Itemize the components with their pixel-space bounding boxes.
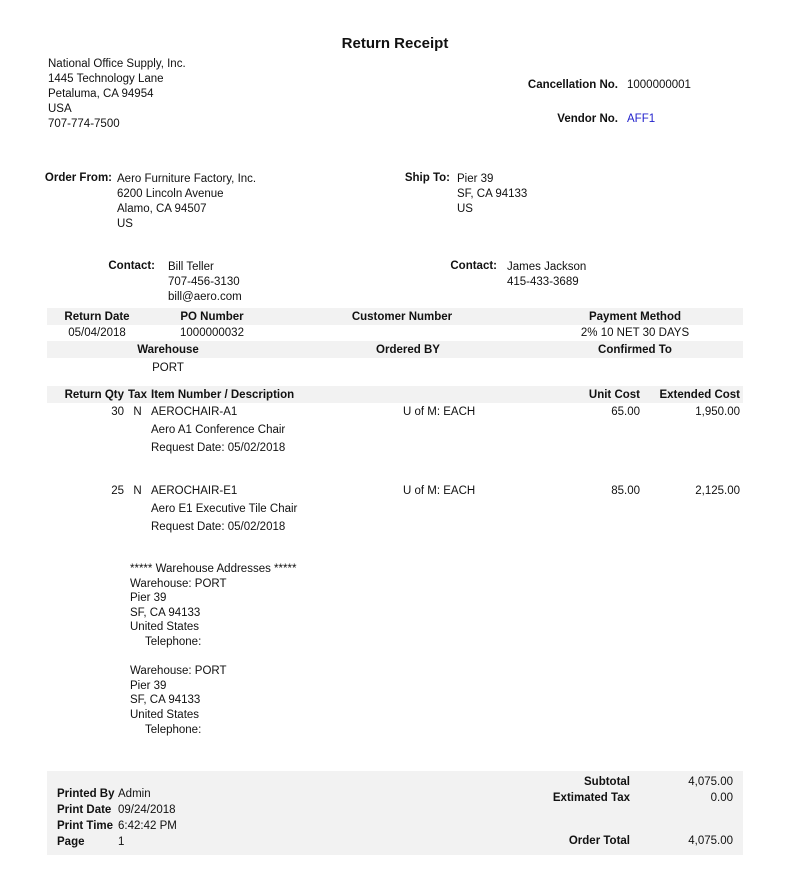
item-unit-cost: 85.00 — [611, 485, 640, 497]
item-extended-cost: 2,125.00 — [695, 485, 740, 497]
warehouse-address-line: United States — [130, 621, 200, 634]
contact-phone: 707-456-3130 — [168, 276, 240, 288]
warehouse-address-line: Pier 39 — [130, 679, 167, 692]
po-number-value: 1000000032 — [180, 327, 244, 339]
po-number-header: PO Number — [180, 310, 244, 323]
page-row — [57, 834, 177, 850]
company-name: National Office Supply, Inc. — [48, 58, 186, 70]
subtotal-label: Subtotal — [584, 776, 630, 788]
line-item — [47, 403, 743, 457]
warehouse-telephone-label: Telephone: — [145, 635, 202, 648]
order-from-line: US — [117, 218, 133, 230]
item-tax: N — [133, 485, 142, 497]
ordered-by-header: Ordered BY — [376, 343, 440, 356]
ship-to-line: US — [457, 203, 473, 215]
company-address-line: Petaluma, CA 94954 — [48, 88, 154, 100]
order-from-label: Order From: — [44, 172, 112, 184]
confirmed-to-header: Confirmed To — [598, 343, 672, 356]
cancellation-number-value: 1000000001 — [627, 79, 691, 91]
contact-name: James Jackson — [507, 261, 587, 273]
warehouse-address-line: United States — [130, 708, 200, 721]
ship-to-contact — [507, 260, 586, 290]
order-from-line: Alamo, CA 94507 — [117, 203, 207, 215]
warehouse-address-line: SF, CA 94133 — [130, 694, 201, 707]
footer-summary — [47, 771, 743, 855]
estimated-tax-label: Extimated Tax — [552, 792, 630, 804]
item-qty: 30 — [111, 406, 124, 418]
warehouse-telephone-label: Telephone: — [145, 723, 202, 736]
contact-email: bill@aero.com — [168, 291, 242, 303]
order-info-table — [47, 308, 743, 536]
item-uom: U of M: EACH — [403, 485, 476, 497]
warehouse-value-row — [47, 358, 743, 377]
item-request-date: Request Date: 05/02/2018 — [151, 521, 286, 533]
line-item — [47, 482, 743, 536]
customer-number-header: Customer Number — [351, 310, 453, 323]
company-address-line: 1445 Technology Lane — [48, 73, 164, 85]
cancellation-number-row — [420, 77, 750, 93]
vendor-number-link[interactable]: AFF1 — [627, 113, 656, 125]
print-date-row — [57, 802, 177, 818]
item-number-header: Item Number / Description — [151, 388, 295, 401]
warehouse-addresses-section — [130, 562, 296, 737]
item-uom: U of M: EACH — [403, 406, 476, 418]
print-date-label: Print Date — [57, 804, 112, 816]
printed-by-label: Printed By — [57, 788, 115, 800]
vendor-number-label: Vendor No. — [557, 113, 618, 125]
company-block — [48, 57, 186, 132]
ship-to-label: Ship To: — [404, 172, 450, 184]
item-description: Aero A1 Conference Chair — [151, 424, 286, 436]
warehouse-address-line: SF, CA 94133 — [130, 606, 201, 619]
ship-to-line: Pier 39 — [457, 173, 494, 185]
print-time-value: 6:42:42 PM — [118, 820, 177, 832]
unit-cost-header: Unit Cost — [588, 388, 640, 401]
order-from-line: 6200 Lincoln Avenue — [117, 188, 224, 200]
print-info-block — [57, 786, 177, 850]
estimated-tax-value: 0.00 — [710, 792, 733, 804]
contact-name: Bill Teller — [168, 261, 214, 273]
print-date-value: 09/24/2018 — [118, 804, 176, 816]
item-number: AEROCHAIR-E1 — [151, 485, 238, 497]
order-total-label: Order Total — [568, 835, 630, 847]
cancellation-number-label: Cancellation No. — [527, 79, 618, 91]
print-time-row — [57, 818, 177, 834]
printed-by-row — [57, 786, 177, 802]
company-phone: 707-774-7500 — [48, 118, 120, 130]
warehouse-name: Warehouse: PORT — [130, 665, 227, 678]
order-info-header-row — [47, 308, 743, 325]
order-from-contact-label: Contact: — [108, 260, 155, 272]
subtotal-row — [447, 774, 733, 790]
order-from-line: Aero Furniture Factory, Inc. — [117, 173, 257, 185]
tax-header: Tax — [128, 388, 147, 401]
item-extended-cost: 1,950.00 — [695, 406, 740, 418]
return-date-header: Return Date — [64, 310, 130, 323]
page-label: Page — [57, 836, 85, 848]
warehouse-address-line: Pier 39 — [130, 592, 167, 605]
item-request-date: Request Date: 05/02/2018 — [151, 442, 286, 454]
item-qty: 25 — [111, 485, 124, 497]
extended-cost-header: Extended Cost — [659, 388, 740, 401]
payment-method-value: 2% 10 NET 30 DAYS — [580, 327, 690, 339]
company-country: USA — [48, 103, 72, 115]
order-total-row — [447, 833, 733, 849]
return-qty-header: Return Qty — [64, 388, 124, 401]
warehouse-header-row — [47, 341, 743, 358]
printed-by-value: Admin — [118, 788, 151, 800]
item-tax: N — [133, 406, 142, 418]
item-number: AEROCHAIR-A1 — [151, 406, 238, 418]
order-total-value: 4,075.00 — [688, 835, 733, 847]
payment-method-header: Payment Method — [588, 310, 681, 323]
warehouse-addresses-heading: ***** Warehouse Addresses ***** — [130, 563, 297, 575]
vendor-number-row — [420, 111, 750, 127]
ship-to-contact-label: Contact: — [450, 260, 497, 272]
estimated-tax-row — [447, 790, 733, 806]
subtotal-value: 4,075.00 — [688, 776, 733, 788]
contact-phone: 415-433-3689 — [507, 276, 579, 288]
order-info-value-row — [47, 325, 743, 341]
print-time-label: Print Time — [57, 820, 114, 832]
order-from-contact — [168, 260, 242, 305]
page-title: Return Receipt — [341, 35, 449, 52]
item-unit-cost: 65.00 — [611, 406, 640, 418]
page-value: 1 — [118, 836, 125, 848]
warehouse-value: PORT — [152, 361, 184, 374]
order-from-address — [117, 172, 256, 232]
item-description: Aero E1 Executive Tile Chair — [151, 503, 298, 515]
ship-to-address — [457, 172, 527, 217]
return-date-value: 05/04/2018 — [68, 327, 126, 339]
ship-to-line: SF, CA 94133 — [457, 188, 528, 200]
warehouse-name: Warehouse: PORT — [130, 577, 227, 590]
items-header-row — [47, 386, 743, 403]
warehouse-header: Warehouse — [137, 343, 199, 356]
